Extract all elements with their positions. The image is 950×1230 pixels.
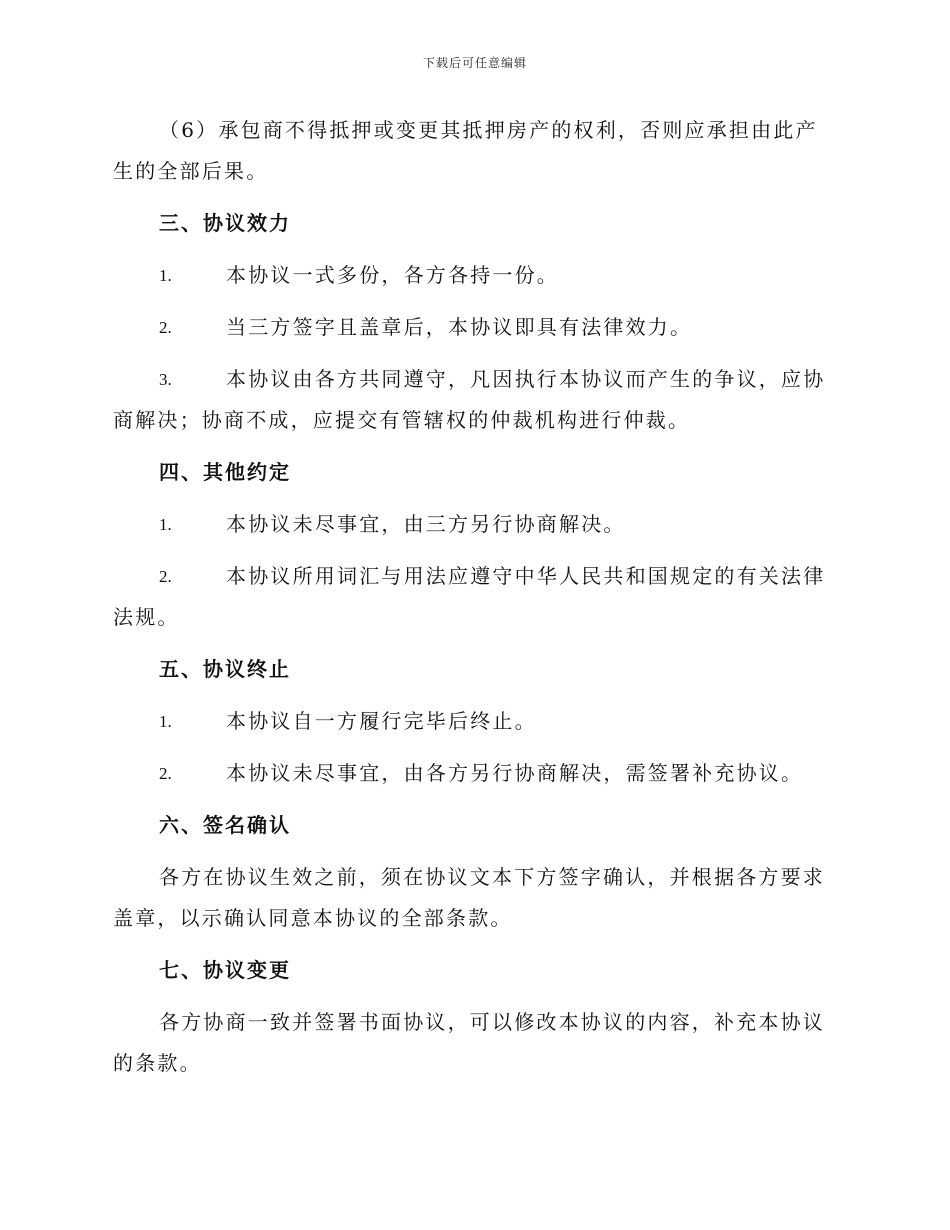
section-heading-other: 四、其他约定: [159, 460, 291, 484]
section-heading-termination: 五、协议终止: [159, 657, 291, 681]
list-item: [113, 701, 833, 742]
paragraph-clause-6: （6）承包商不得抵押或变更其抵押房产的权利，否则应承担由此产生的全部后果。: [113, 118, 818, 183]
list-item-number: 3.: [159, 370, 172, 389]
list-item-number: 1.: [159, 515, 172, 534]
list-item-number: 2.: [159, 318, 172, 337]
list-item-text: 本协议所用词汇与用法应遵守中华人民共和国规定的有关法律法规。: [113, 564, 826, 629]
list-item-text: 本协议未尽事宜，由各方另行协商解决，需签署补充协议。: [226, 761, 804, 785]
section-heading-amendment: 七、协议变更: [159, 958, 291, 982]
list-item: [113, 307, 833, 348]
list-item: [113, 556, 833, 638]
list-item: [113, 255, 833, 296]
list-item-text: 本协议一式多份，各方各持一份。: [226, 263, 559, 287]
list-item-text: 本协议自一方履行完毕后终止。: [226, 709, 537, 733]
list-item-text: 本协议未尽事宜，由三方另行协商解决。: [226, 512, 626, 536]
list-item: [113, 504, 833, 545]
paragraph-amendment: 各方协商一致并签署书面协议，可以修改本协议的内容，补充本协议的条款。: [113, 1010, 825, 1075]
section-heading-effect: 三、协议效力: [159, 211, 291, 235]
list-item: [113, 359, 833, 441]
list-item-text: 本协议由各方共同遵守，凡因执行本协议而产生的争议，应协商解决；协商不成，应提交有管辖权的仲裁机构进行仲裁。: [113, 367, 826, 432]
list-item-number: 2.: [159, 764, 172, 783]
list-item-number: 2.: [159, 567, 172, 586]
list-item: [113, 753, 833, 794]
list-item-number: 1.: [159, 712, 172, 731]
list-item-number: 1.: [159, 266, 172, 285]
paragraph-signature: 各方在协议生效之前，须在协议文本下方签字确认，并根据各方要求盖章，以示确认同意本协议的全部条款。: [113, 865, 825, 930]
list-item-text: 当三方签字且盖章后，本协议即具有法律效力。: [226, 315, 693, 339]
section-heading-signature: 六、签名确认: [159, 813, 291, 837]
page-header: 下载后可任意编辑: [422, 56, 527, 70]
document-body: [113, 110, 833, 1095]
